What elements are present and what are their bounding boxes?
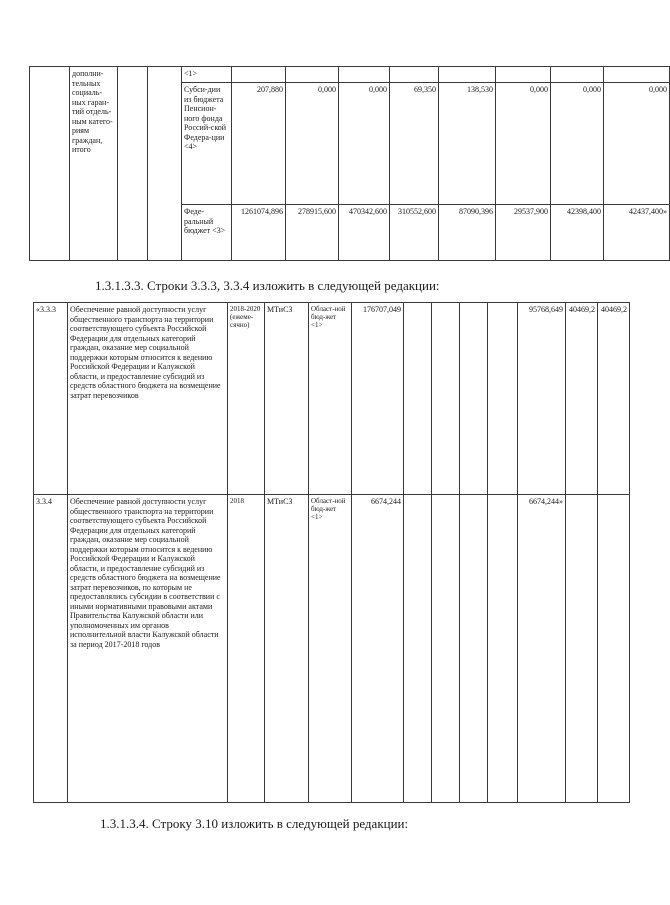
source-cell: Субси-дии из бюджета Пенсион-ного фонда Россий-ской Федера-ции <4> [182,83,232,205]
section-heading: 1.3.1.3.3. Строки 3.3.3, 3.3.4 изложить в следующей редакции: [95,278,440,293]
measure-name: Обеспечение равной доступности услуг общественного транспорта на территории соответствующего субъекта Российской Федерации для отдельных категорий граждан, оказание мер социальной поддержки которым относится к ведению Российской Федерации и Калужской области, и предоставление субсидий из средств областного бюджета на возмещение затрат перевозчиков, по которым не предоставлялись субсидии в соответствии с иными нормативными правовыми актами Правительства Калужской области или уполномоченных им органов исполнительной власти Калужской области за период 2017-2018 годов [68,495,228,803]
executor-cell: МТиСЗ [265,303,309,495]
value-cell: 207,880 [232,83,286,205]
value-cell: 0,000 [604,83,670,205]
value-cell: 69,350 [390,83,439,205]
value-cell: 87090,396 [439,205,496,261]
executor-cell: МТиСЗ [265,495,309,803]
value-cell: 0,000 [496,83,551,205]
total-cell: 176707,049 [352,303,404,495]
value-cell: 278915,600 [286,205,339,261]
value-cell: 29537,900 [496,205,551,261]
value-cell: 40469,2 [598,303,630,495]
value-cell: 0,000 [286,83,339,205]
source-cell: Феде-ральный бюджет <3> [182,205,232,261]
value-cell: 42398,400 [551,205,604,261]
value-cell: 42437,400» [604,205,670,261]
funding-table-rows [33,302,630,803]
value-cell: 0,000 [339,83,390,205]
value-cell: 95768,649 [518,303,566,495]
source-cell: Област-ной бюд-жет <1> [309,495,352,803]
value-cell: 40469,2 [566,303,598,495]
section-heading: 1.3.1.3.4. Строку 3.10 изложить в следующей редакции: [100,816,409,831]
value-cell: 138,530 [439,83,496,205]
period-cell: 2018 [228,495,265,803]
value-cell: 6674,244» [518,495,566,803]
program-label-cell: дополни-тельных социаль-ных гаран-тий отдель-ным катего-риям граждан, итого [70,67,118,261]
value-cell: 470342,600 [339,205,390,261]
source-cell: <1> [182,67,232,83]
total-cell: 6674,244 [352,495,404,803]
measure-name: Обеспечение равной доступности услуг общественного транспорта на территории соответствующего субъекта Российской Федерации для отдельных категорий граждан, оказание мер социальной поддержки которым относится к ведению Российской Федерации и Калужской области, и предоставление субсидий из средств областного бюджета на возмещение затрат перевозчиков [68,303,228,495]
value-cell: 0,000 [551,83,604,205]
value-cell [566,495,598,803]
value-cell: 1261074,896 [232,205,286,261]
period-cell: 2018-2020 (ежеме-сячно) [228,303,265,495]
value-cell: 310552,600 [390,205,439,261]
value-cell [598,495,630,803]
source-cell: Област-ной бюд-жет <1> [309,303,352,495]
row-number: 3.3.4 [34,495,68,803]
row-number: «3.3.3 [34,303,68,495]
funding-table-top [29,66,670,261]
